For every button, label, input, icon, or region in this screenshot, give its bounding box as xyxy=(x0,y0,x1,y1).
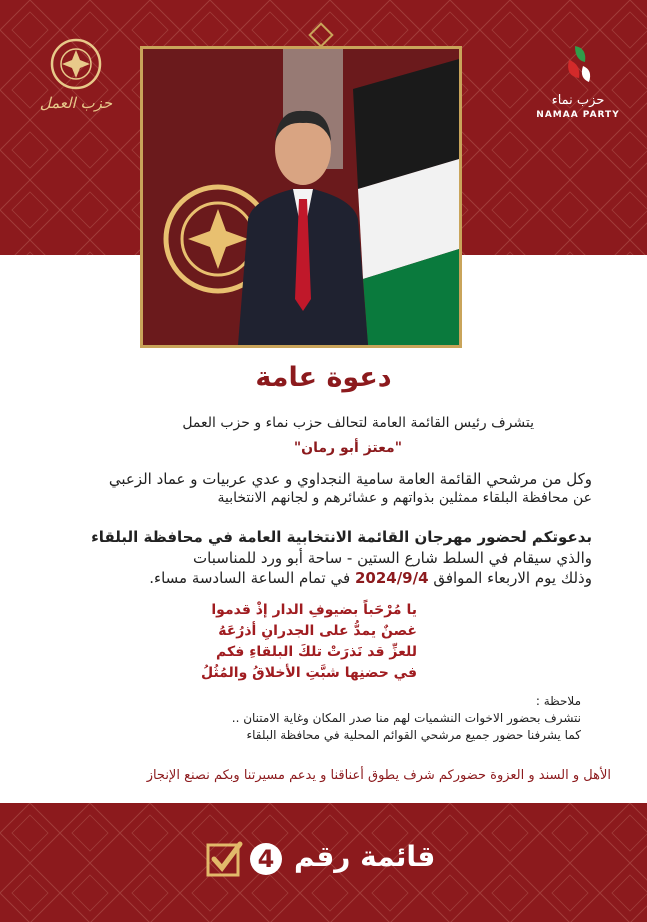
invitation-line-1: يتشرف رئيس القائمة العامة لتحالف حزب نماء و حزب العمل xyxy=(182,415,534,431)
al-amal-emblem-icon xyxy=(26,38,126,94)
list-number: 4 xyxy=(250,843,282,875)
line-7-suffix: في تمام الساعة السادسة مساء. xyxy=(149,569,351,587)
namaa-party-logo xyxy=(525,38,631,124)
note-label: ملاحظة : xyxy=(535,694,581,708)
namaa-leaf-icon xyxy=(525,38,631,90)
candidate-name: "معتز أبو رمان" xyxy=(293,440,402,456)
poem-line: غصنٌ يمدُّ على الجدرانِ أذرُعَهُ xyxy=(218,623,417,639)
jordan-flag xyxy=(353,59,459,345)
poem-line: في حضنِها شبَّتِ الأخلاقُ والمُثُلُ xyxy=(200,665,417,681)
poem-line: يا مُرْحَباً بضيوفِ الدار إذْ قدموا xyxy=(211,602,417,618)
invitation-line-5: بدعوتكم لحضور مهرجان القائمة الانتخابية العامة في محافظة البلقاء xyxy=(91,528,592,546)
note-line-2: كما يشرفنا حضور جميع مرشحي القوائم المحلية في محافظة البلقاء xyxy=(246,728,581,742)
line-7-prefix: وذلك يوم الاربعاء الموافق xyxy=(433,569,592,587)
event-date: 2024/9/4 xyxy=(354,569,429,587)
poem-line: للعزِّ قد نَذرَتْ تلكَ البلقاءِ فكم xyxy=(216,644,417,660)
namaa-logo-text-ar: حزب نماء xyxy=(551,93,605,108)
checkbox-check-icon xyxy=(205,840,243,878)
note-line-1: نتشرف بحضور الاخوات النشميات لهم منا صدر المكان وغاية الامتنان .. xyxy=(231,711,581,725)
list-label: قائمة رقم xyxy=(294,840,436,873)
invitation-line-7 xyxy=(32,569,592,587)
al-amal-party-logo xyxy=(26,38,126,124)
slogan: الأهل و السند و العزوة حضوركم شرف يطوق أعناقنا و يدعم مسيرتنا وبكم نصنع الإنجاز xyxy=(146,768,611,783)
invitation-title: دعوة عامة xyxy=(255,362,392,393)
candidate-photo xyxy=(140,46,462,348)
invitation-line-6: والذي سيقام في السلط شارع الستين - ساحة أبو ورد للمناسبات xyxy=(193,549,592,567)
al-amal-logo-text: حزب العمل xyxy=(39,94,113,112)
invitation-line-3: وكل من مرشحي القائمة العامة سامية النجداوي و عدي عربيات و عماد الزعبي xyxy=(108,470,592,488)
invitation-line-4: عن محافظة البلقاء ممثلين بذواتهم و عشائرهم و لجانهم الانتخابية xyxy=(217,490,592,506)
namaa-logo-text-en: NAMAA PARTY xyxy=(536,110,620,120)
